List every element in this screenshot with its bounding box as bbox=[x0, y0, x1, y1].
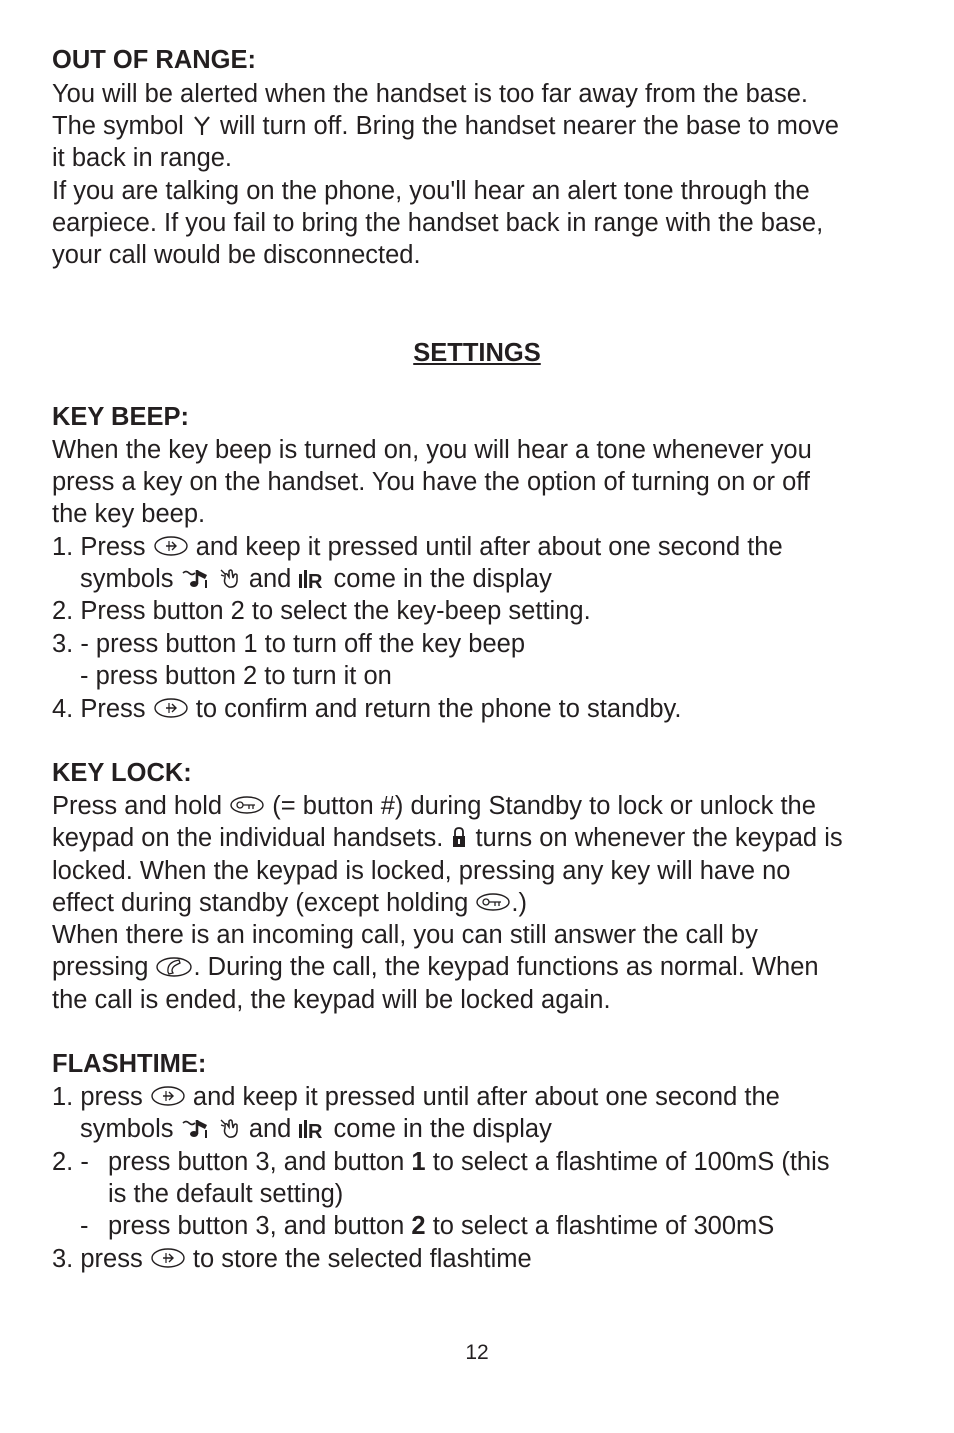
key-beep-step-2: 2. Press button 2 to select the key-beep setting. bbox=[52, 597, 591, 625]
key-beep-step-1-cont: symbols and R come in the display bbox=[80, 565, 552, 593]
flashtime-step-1: 1. press and keep it pressed until after about one second the bbox=[52, 1083, 780, 1111]
key-lock-text-2: keypad on the individual handsets. turns on whenever the keypad is bbox=[52, 824, 843, 852]
note-beep-icon bbox=[181, 1116, 211, 1140]
flashtime-step-3: 3. press to store the selected flashtime bbox=[52, 1245, 532, 1273]
menu-arrow-button-icon bbox=[150, 1085, 186, 1107]
settings-title: SETTINGS bbox=[413, 339, 541, 367]
key-lock-heading: KEY LOCK: bbox=[52, 759, 192, 787]
out-of-range-text-6: your call would be disconnected. bbox=[52, 241, 421, 269]
flashtime-step-2-num: 2. - bbox=[52, 1148, 89, 1176]
note-beep-icon bbox=[181, 566, 211, 590]
menu-arrow-button-icon bbox=[153, 697, 189, 719]
key-lock-text-1: Press and hold (= button #) during Standby to lock or unlock the bbox=[52, 792, 816, 820]
out-of-range-text-5: earpiece. If you fail to bring the handset back in range with the base, bbox=[52, 209, 824, 237]
key-lock-text-5: When there is an incoming call, you can still answer the call by bbox=[52, 921, 758, 949]
key-beep-text-2: press a key on the handset. You have the option of turning on or off bbox=[52, 468, 811, 496]
menu-arrow-button-icon bbox=[153, 535, 189, 557]
key-beep-text-1: When the key beep is turned on, you will hear a tone whenever you bbox=[52, 436, 812, 464]
flashtime-step-2-cont: is the default setting) bbox=[108, 1180, 344, 1208]
key-beep-text-3: the key beep. bbox=[52, 500, 206, 528]
antenna-icon bbox=[191, 114, 213, 136]
hand-icon bbox=[218, 1116, 242, 1140]
svg-text:R: R bbox=[308, 1121, 323, 1141]
flashtime-step-1-cont: symbols and R come in the display bbox=[80, 1115, 552, 1143]
key-hash-button-icon bbox=[475, 891, 511, 913]
flashtime-step-2: press button 3, and button 1 to select a flashtime of 100mS (this bbox=[108, 1148, 830, 1176]
key-lock-text-3: locked. When the keypad is locked, pressing any key will have no bbox=[52, 857, 791, 885]
out-of-range-text-2: The symbol will turn off. Bring the handset nearer the base to move bbox=[52, 112, 839, 140]
menu-arrow-button-icon bbox=[150, 1247, 186, 1269]
key-beep-step-3b: - press button 2 to turn it on bbox=[80, 662, 392, 690]
out-of-range-text-1: You will be alerted when the handset is too far away from the base. bbox=[52, 80, 809, 108]
signal-r-icon bbox=[298, 566, 326, 590]
flashtime-step-2b: press button 3, and button 2 to select a flashtime of 300mS bbox=[108, 1212, 775, 1240]
padlock-icon bbox=[450, 825, 468, 849]
key-lock-text-6: pressing . During the call, the keypad functions as normal. When bbox=[52, 953, 819, 981]
svg-text:R: R bbox=[308, 571, 323, 591]
out-of-range-text-3: it back in range. bbox=[52, 144, 233, 172]
talk-handset-button-icon bbox=[155, 954, 193, 978]
key-hash-button-icon bbox=[229, 794, 265, 816]
hand-icon bbox=[218, 566, 242, 590]
flashtime-heading: FLASHTIME: bbox=[52, 1050, 207, 1078]
key-beep-step-1: 1. Press and keep it pressed until after about one second the bbox=[52, 533, 783, 561]
out-of-range-heading: OUT OF RANGE: bbox=[52, 46, 256, 74]
out-of-range-text-4: If you are talking on the phone, you'll hear an alert tone through the bbox=[52, 177, 810, 205]
key-beep-step-3: 3. - press button 1 to turn off the key beep bbox=[52, 630, 525, 658]
signal-r-icon bbox=[298, 1116, 326, 1140]
key-beep-step-4: 4. Press to confirm and return the phone to standby. bbox=[52, 695, 682, 723]
key-beep-heading: KEY BEEP: bbox=[52, 403, 189, 431]
key-lock-text-4: effect during standby (except holding .) bbox=[52, 889, 527, 917]
key-lock-text-7: the call is ended, the keypad will be locked again. bbox=[52, 986, 611, 1014]
flashtime-step-2b-dash: - bbox=[80, 1212, 89, 1240]
page-number: 12 bbox=[465, 1341, 489, 1364]
